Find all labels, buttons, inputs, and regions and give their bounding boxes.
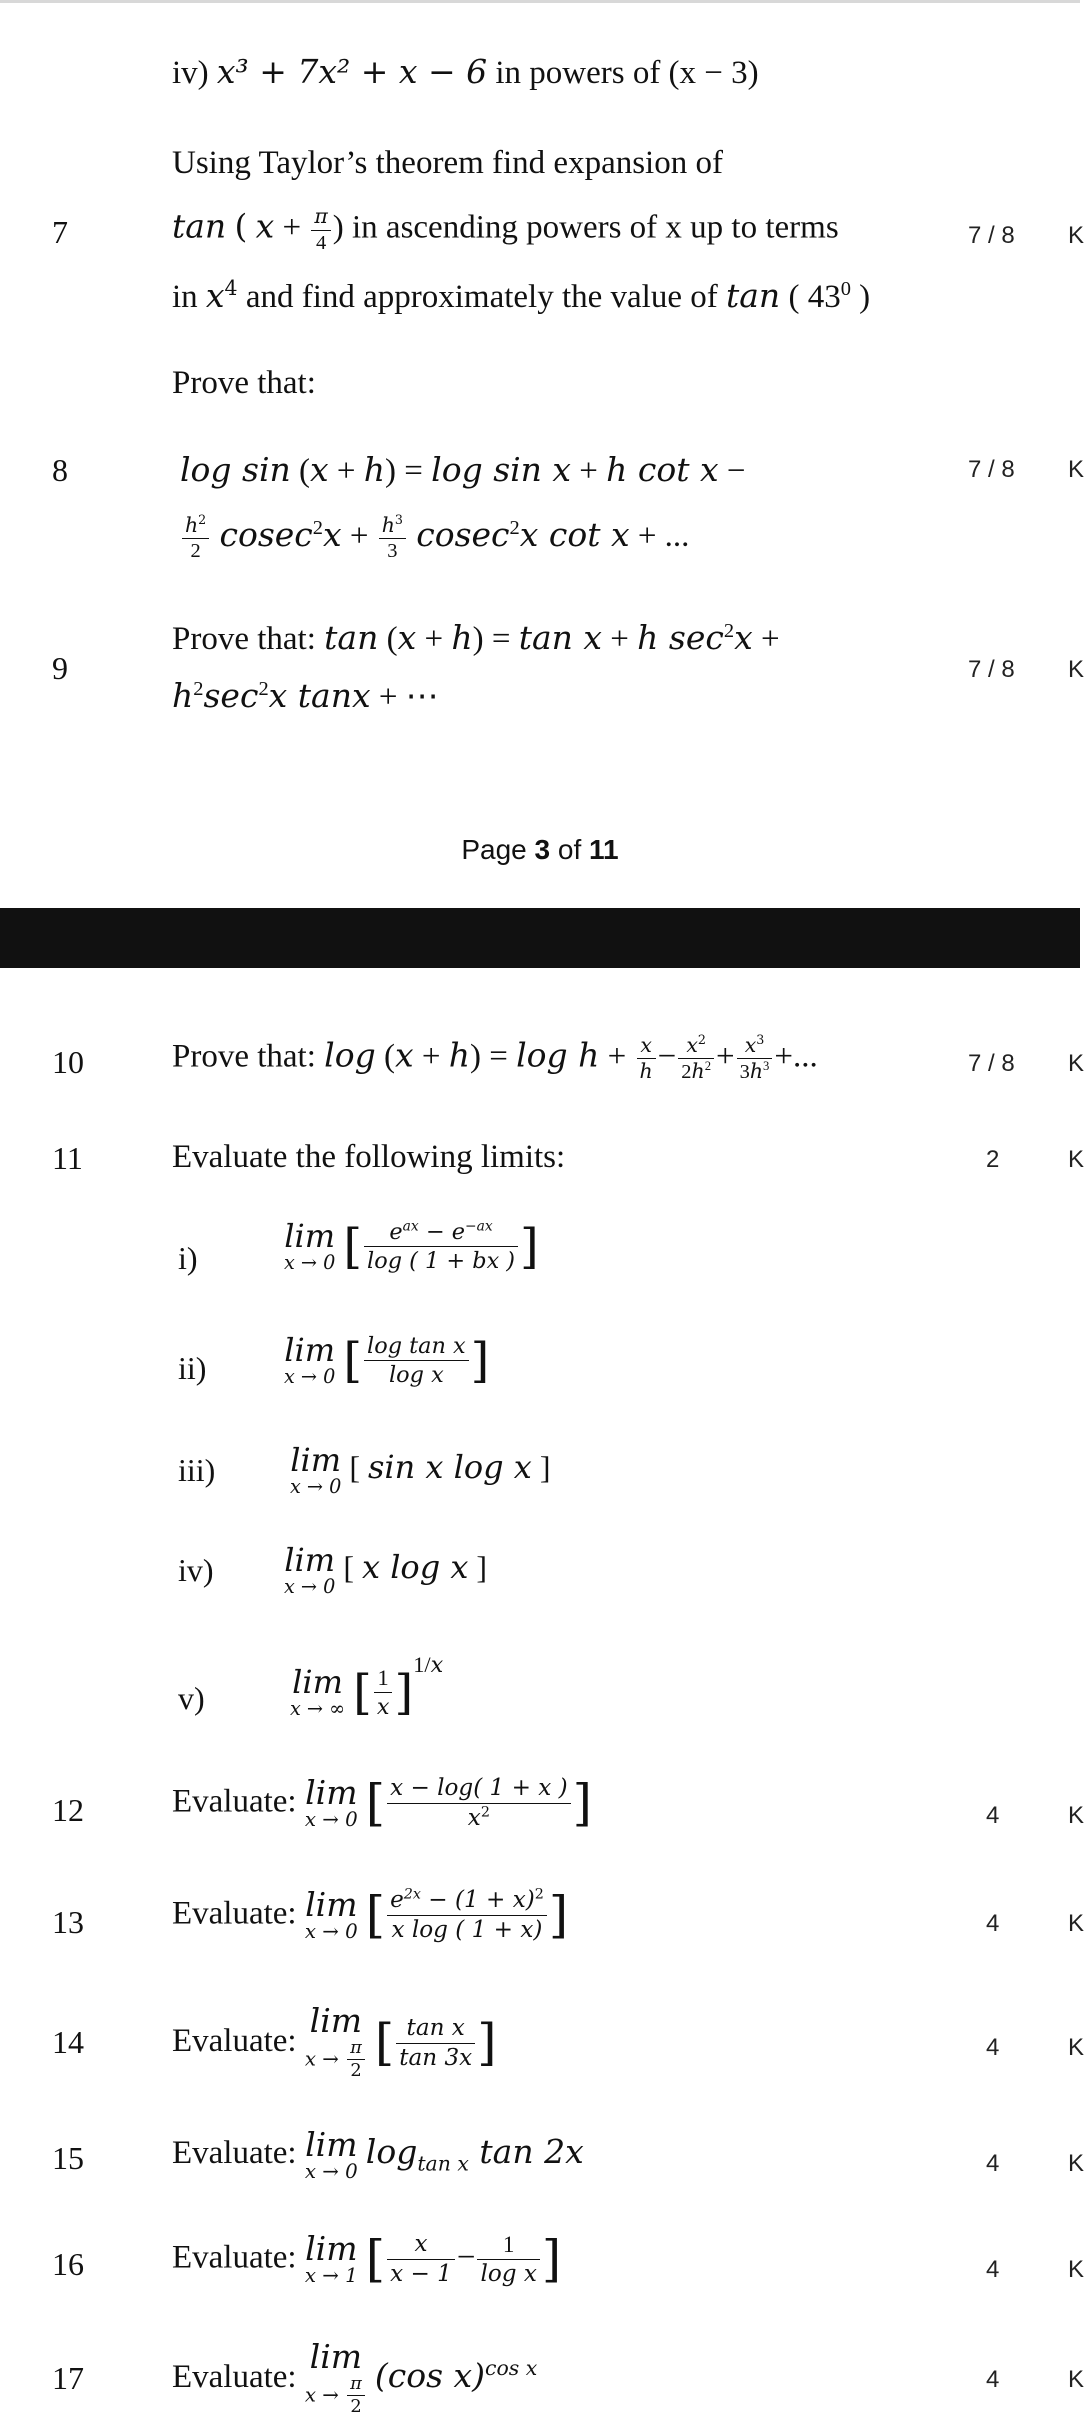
question-number: 13 bbox=[52, 1904, 84, 1940]
marks: 4 bbox=[986, 2256, 1000, 2283]
k-level: K bbox=[1068, 2256, 1084, 2283]
continuation-item bbox=[172, 52, 759, 94]
q8-formula-line2: $\frac{h^2}{2}$ cosec$^2$x + $\frac{h^3}{3}$ cosec$^2$x cot x + ... bbox=[180, 512, 689, 565]
q7-line3: in $x^4$ and find approximately the value of tan ( $43^0$ ) bbox=[172, 276, 871, 315]
k-level: K bbox=[1068, 1050, 1084, 1077]
marks: 4 bbox=[986, 1910, 1000, 1937]
q16-formula: Evaluate: lim x → 1 [ $\frac{x}{x - 1}$ − $\frac{1}{\text{log x}}$ ] bbox=[172, 2229, 562, 2288]
part-label: i) bbox=[178, 1240, 198, 1276]
limit-expr-iv: lim x → 0 [ x log x ] bbox=[284, 1541, 488, 1598]
question-number: 17 bbox=[52, 2360, 84, 2396]
marks: 7 / 8 bbox=[968, 656, 1015, 683]
limit-expr-iii: lim x → 0 [ sin x log x ] bbox=[290, 1441, 551, 1498]
marks: 4 bbox=[986, 2366, 1000, 2393]
q7-line1: Using Taylor’s theorem find expansion of bbox=[172, 145, 723, 181]
continuation-tail: in powers of (x − 3) bbox=[495, 55, 759, 91]
question-number: 12 bbox=[52, 1792, 84, 1828]
q8-intro: Prove that: bbox=[172, 365, 316, 401]
question-number: 16 bbox=[52, 2246, 84, 2282]
page-break-band bbox=[0, 908, 1080, 968]
total-pages: 11 bbox=[589, 834, 619, 865]
question-number: 9 bbox=[52, 650, 68, 686]
part-label: iv) bbox=[178, 1552, 214, 1588]
q10-formula: Prove that: log (x + h) = log h + $\frac{x}{h}$ − $\frac{x^2}{2h^2}$ + $\frac{x^3}{3h^3}$ +... bbox=[172, 1032, 818, 1084]
question-number: 10 bbox=[52, 1044, 84, 1080]
continuation-expr: x³ + 7x² + x − 6 bbox=[216, 52, 488, 91]
q7-line2: tan ( x + $\frac{\pi}{4}$ ) in ascending powers of x up to terms bbox=[172, 204, 839, 256]
question-number: 11 bbox=[52, 1140, 83, 1176]
continuation-label: iv) bbox=[172, 55, 209, 91]
k-level: K bbox=[1068, 1146, 1084, 1173]
k-level: K bbox=[1068, 2034, 1084, 2061]
k-level: K bbox=[1068, 2150, 1084, 2177]
marks: 4 bbox=[986, 2034, 1000, 2061]
top-border bbox=[0, 0, 1080, 3]
current-page: 3 bbox=[534, 834, 551, 865]
question-number: 8 bbox=[52, 452, 68, 488]
q15-formula: Evaluate: lim x → 0 $\log_{tan x} \tan 2x$ bbox=[172, 2125, 584, 2183]
part-label: v) bbox=[178, 1680, 205, 1716]
q17-formula: Evaluate: lim x → $\frac{\pi}{2}$ (cos x)$^{cos x}$ bbox=[172, 2337, 538, 2418]
k-level: K bbox=[1068, 1910, 1084, 1937]
marks: 2 bbox=[986, 1146, 1000, 1173]
k-level: K bbox=[1068, 1802, 1084, 1829]
pi-over-4-fraction: $\frac{\pi}{4}$ bbox=[311, 204, 330, 256]
marks: 7 / 8 bbox=[968, 456, 1015, 483]
q9-formula-line1: Prove that: tan (x + h) = tan x + h $\sec^2x$ + bbox=[172, 618, 780, 657]
k-level: K bbox=[1068, 456, 1084, 483]
question-number: 14 bbox=[52, 2024, 84, 2060]
part-label: iii) bbox=[178, 1452, 216, 1488]
page-footer: Page 3 of 11 bbox=[461, 834, 619, 865]
part-label: ii) bbox=[178, 1350, 207, 1386]
limit-expr-v: lim x → ∞ [ $\frac{1}{x}$ ]$^{1/x}$ bbox=[290, 1652, 444, 1721]
limit-expr-i: lim x → 0 [ $\frac{e^{ax} - e^{-ax}}{\log ( 1 + bx )}$ ] bbox=[284, 1216, 539, 1275]
q14-formula: Evaluate: lim x → $\frac{\pi}{2}$ [ $\frac{\text{tan x}}{\tan 3x}$ ] bbox=[172, 2001, 497, 2082]
k-level: K bbox=[1068, 656, 1084, 683]
q12-formula: Evaluate: lim x → 0 [ $\frac{x - \log( 1 + x )}{x^2}$ ] bbox=[172, 1773, 592, 1832]
q13-formula: Evaluate: lim x → 0 [ $\frac{e^{2x} - (1 + x)^2}{\text{x log ( 1 + x)}}$ ] bbox=[172, 1885, 569, 1944]
q9-formula-line2: $h^2\sec^2x$ tanx + ⋯ bbox=[172, 676, 439, 715]
k-level: K bbox=[1068, 222, 1084, 249]
k-level: K bbox=[1068, 2366, 1084, 2393]
marks: 7 / 8 bbox=[968, 222, 1015, 249]
marks: 4 bbox=[986, 2150, 1000, 2177]
question-number: 15 bbox=[52, 2140, 84, 2176]
question-number: 7 bbox=[52, 214, 68, 250]
marks: 7 / 8 bbox=[968, 1050, 1015, 1077]
q11-intro: Evaluate the following limits: bbox=[172, 1139, 566, 1175]
marks: 4 bbox=[986, 1802, 1000, 1829]
limit-expr-ii: lim x → 0 [ $\frac{\text{log tan x}}{\text{log x}}$ ] bbox=[284, 1330, 490, 1389]
q8-formula-line1: log sin (x + h) = log sin x + h cot x − bbox=[180, 450, 746, 489]
